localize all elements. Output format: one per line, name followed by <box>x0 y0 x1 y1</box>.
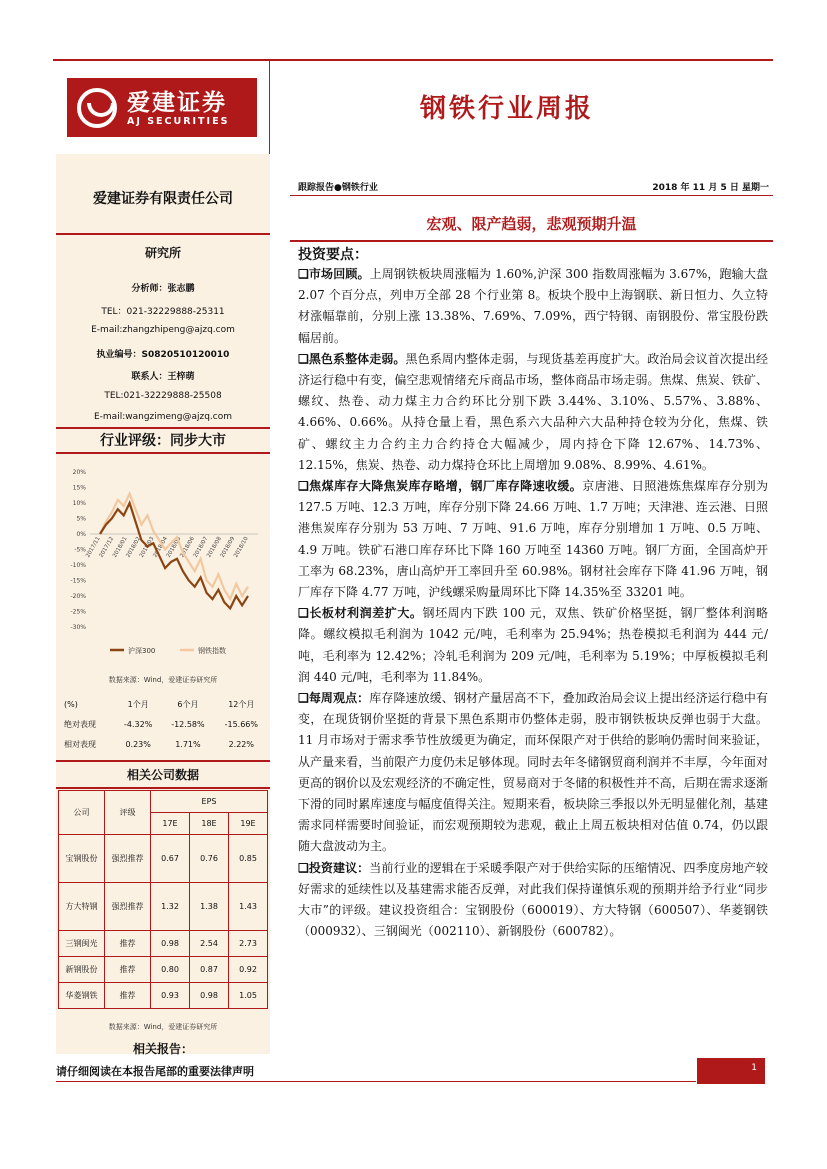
report-date: 2018 年 11 月 5 日 星期一 <box>652 183 769 193</box>
table-cell: 2.22% <box>228 739 254 749</box>
table-cell: 0.98 <box>151 931 190 957</box>
table-header: 6个月 <box>177 699 199 709</box>
sidebar-rule <box>56 760 270 762</box>
table-row <box>59 957 268 983</box>
table-header: EPS <box>151 791 268 813</box>
industry-rating: 行业评级：同步大市 <box>100 433 226 449</box>
table-cell: 三钢闽光 <box>59 931 105 957</box>
legend-label: 沪深300 <box>128 647 156 655</box>
table-cell: 华菱钢铁 <box>59 983 105 1009</box>
y-tick-label: -5% <box>74 546 86 554</box>
table-row <box>59 983 268 1009</box>
table-header: 19E <box>229 813 268 835</box>
report-series-title: 钢铁行业周报 <box>420 94 595 124</box>
performance-table <box>58 694 268 754</box>
table-cell: 0.76 <box>190 835 229 883</box>
related-data-title: 相关公司数据 <box>126 768 199 782</box>
x-tick-label: 2018/08 <box>206 536 223 559</box>
paragraph: ❑焦煤库存大降焦炭库存略增，钢厂库存降速收缓。京唐港、日照港炼焦煤库存分别为 127.5 万吨、12.3 万吨，库存分别下降 24.66 万吨、1.7 万吨；天津港、连云港、日照港焦炭库存分别为 53 万吨、7 万吨、91.6 万吨，库存分别增加 1 万吨、0.5 万吨、4.9 万吨。铁矿石港口库存环比下降 160 万吨至 14360 万吨。钢厂方面，全国高炉开工率为 68.23%，唐山高炉开工率回升至 60.98%。钢材社会库存下降 41.96 万吨，钢厂库存下降 4.77 万吨，沪线螺采购量周环比下降 14.35%至 33201 吨。 <box>298 479 768 600</box>
y-tick-label: 15% <box>72 484 86 492</box>
table-cell: 1.71% <box>175 739 201 749</box>
table-cell: 0.93 <box>151 983 190 1009</box>
x-tick-label: 2018/03 <box>138 536 156 559</box>
body-text <box>298 264 768 943</box>
paragraph: ❑每周观点：库存降速放缓、钢材产量居高不下，叠加政治局会议上提出经济运行稳中有变，在现货钢价坚挺的背景下黑色系期市仍整体走弱，股市钢铁板块反弹也弱于大盘。11 月市场对于需求季节性放缓更为确定，而环保限产对于供给的影响仍需时间来验证，从产量来看，当前限产力度仍未足够体现。同时去年冬储钢贸商利润并不丰厚，今年面对更高的钢价以及宏观经济的不确定性，贸易商对于冬储的积极性并不高，后期在需求逐渐下滑的同时累库速度与幅度值得关注。短期来看，板块除三季报以外无明显催化剂，基建需求同样需要时间验证，而宏观预期较为悲观，截止上周五板块相对估值 0.74，仍以跟随大盘波动为主。 <box>298 691 768 854</box>
table-cell: 新钢股份 <box>59 957 105 983</box>
table-header: 评级 <box>105 791 151 835</box>
table-cell: 0.23% <box>125 739 151 749</box>
company-name: 爱建证券有限责任公司 <box>93 191 233 207</box>
legend-label: 钢铁指数 <box>198 647 226 655</box>
table-cell: -15.66% <box>224 719 258 729</box>
paragraph: ❑投资建议：当前行业的逻辑在于采暖季限产对于供给实际的压缩情况、四季度房地产较好需求的延续性以及基建需求能否反弹，对此我们保持谨慎乐观的预期并给予行业“同步大市”的评级。建议投资组合：宝钢股份（600019）、方大特钢（600507）、华菱钢铁（000932）、三钢闽光（002110）、新钢股份（600782）。 <box>298 860 768 939</box>
table-cell: 2.73 <box>229 931 268 957</box>
paragraph: ❑长板材利润差扩大。钢坯周内下跌 100 元，双焦、铁矿价格坚挺，钢厂整体利润略降。螺纹模拟毛利润为 1042 元/吨，毛利率为 25.94%；热卷模拟毛利润为 444 元/吨，毛利率为 12.42%；冷轧毛利润为 209 元/吨，毛利率为 5.19%；中厚板模拟毛利润 440 元/吨，毛利率为 11.84%。 <box>298 606 768 684</box>
report-title: 宏观、限产趋弱，悲观预期升温 <box>426 215 637 233</box>
table-cell: 1.38 <box>190 883 229 931</box>
license-number: 执业编号：S0820510120010 <box>96 350 230 360</box>
logo-mark-icon <box>77 88 117 128</box>
analyst-email[interactable]: E-mail:zhangzhipeng@ajzq.com <box>91 325 235 335</box>
table-row <box>59 835 268 883</box>
table-cell: 相对表现 <box>64 739 96 749</box>
report-type: 跟踪报告●钢铁行业 <box>298 183 378 193</box>
table-cell: 强烈推荐 <box>105 883 151 931</box>
table-cell: 1.05 <box>229 983 268 1009</box>
table-cell: 0.67 <box>151 835 190 883</box>
table-row <box>59 791 268 813</box>
table-cell: 绝对表现 <box>64 719 96 729</box>
table-cell: 2.54 <box>190 931 229 957</box>
paragraph: ❑黑色系整体走弱。黑色系周内整体走弱，与现货基差再度扩大。政治局会议首次提出经济运行稳中有变，偏空悲观情绪充斥商品市场，整体商品市场走弱。焦煤、焦炭、铁矿、螺纹、热卷、动力煤主力合约环比分别下跌 3.44%、3.10%、5.57%、3.88%、4.66%、0.66%。从持仓量上看，黑色系六大品种六大品种持仓较为分化，焦煤、铁矿、螺纹主力合约主力合约持仓大幅减少，周内持仓下降 12.67%、14.73%、12.15%，焦炭、热卷、动力煤持仓环比上周增加 9.08%、8.99%、4.61%。 <box>298 351 768 472</box>
table-cell: 推荐 <box>105 931 151 957</box>
table-row <box>58 694 268 714</box>
y-tick-label: -25% <box>70 608 86 616</box>
x-tick-label: 2018/01 <box>112 536 129 559</box>
table-cell: 1.43 <box>229 883 268 931</box>
table-header: (%) <box>64 699 78 709</box>
table-cell: 强烈推荐 <box>105 835 151 883</box>
x-tick-label: 2018/09 <box>219 536 237 559</box>
table-cell: 0.80 <box>151 957 190 983</box>
table-header: 公司 <box>59 791 105 835</box>
table-row <box>59 883 268 931</box>
y-tick-label: -10% <box>70 562 86 569</box>
section-heading: 投资要点： <box>298 247 368 263</box>
table-cell: 0.85 <box>229 835 268 883</box>
y-tick-label: -20% <box>70 593 86 600</box>
logo <box>67 78 257 137</box>
institute-title: 研究所 <box>144 246 181 260</box>
legal-notice: 请仔细阅读在本报告尾部的重要法律声明 <box>56 1065 254 1078</box>
legend <box>110 646 226 655</box>
table-cell: 0.92 <box>229 957 268 983</box>
table-row <box>58 714 268 734</box>
x-tick-label: 2018/05 <box>165 536 183 559</box>
y-tick-label: 5% <box>76 515 86 523</box>
performance-chart <box>60 462 266 662</box>
table-header: 12个月 <box>228 699 255 709</box>
table-header: 17E <box>151 813 190 835</box>
x-tick-label: 2018/04 <box>152 536 170 559</box>
paragraph: ❑市场回顾。上周钢铁板块周涨幅为 1.60%,沪深 300 指数周涨幅为 3.67%，跑输大盘 2.07 个百分点，列申万全部 28 个行业第 8。板块个股中上海钢联、新日恒力、久立特材涨幅靠前，分别上涨 13.38%、7.69%、7.09%，西宁特钢、南钢股份、常宝股份跌幅居前。 <box>298 267 768 345</box>
eps-source: 数据来源：Wind，爱建证券研究所 <box>108 1023 218 1031</box>
related-reports-title: 相关报告： <box>132 1042 193 1056</box>
chart-source: 数据来源：Wind，爱建证券研究所 <box>108 676 218 684</box>
eps-table <box>58 790 268 1009</box>
table-row <box>58 734 268 754</box>
main-rule <box>290 195 773 196</box>
company-block <box>0 188 270 208</box>
y-tick-label: 10% <box>72 500 86 507</box>
sidebar-rule <box>56 233 270 235</box>
y-tick-label: -30% <box>70 624 86 631</box>
table-cell: 宝钢股份 <box>59 835 105 883</box>
analyst-tel: TEL：021-32229888-25311 <box>101 307 225 317</box>
page-number: 1 <box>751 1063 757 1073</box>
x-tick-label: 2018/07 <box>192 536 210 559</box>
x-tick-label: 2018/10 <box>233 536 250 559</box>
footer-rule <box>56 1081 696 1082</box>
table-cell: 推荐 <box>105 957 151 983</box>
table-cell: -12.58% <box>171 719 205 729</box>
table-cell: -4.32% <box>124 719 153 729</box>
sidebar-rule <box>56 787 270 789</box>
table-header: 18E <box>190 813 229 835</box>
main-rule <box>290 240 773 242</box>
table-cell: 0.98 <box>190 983 229 1009</box>
table-row <box>59 931 268 957</box>
analyst-name: 分析师：张志鹏 <box>131 284 195 294</box>
x-tick-label: 2017/11 <box>85 536 102 559</box>
table-cell: 1.32 <box>151 883 190 931</box>
y-tick-label: 20% <box>72 469 86 476</box>
table-cell: 方大特钢 <box>59 883 105 931</box>
sidebar-rule <box>56 427 270 429</box>
x-tick-label: 2018/06 <box>179 536 196 559</box>
logo-block <box>53 61 270 154</box>
contact-email[interactable]: E-mail:wangzimeng@ajzq.com <box>93 412 233 422</box>
x-tick-label: 2017/12 <box>98 536 116 559</box>
contact-tel: TEL:021-32229888-25508 <box>104 391 222 401</box>
logo-en-text: AJ SECURITIES <box>127 116 230 127</box>
y-tick-label: 0% <box>76 531 86 538</box>
y-tick-label: -15% <box>70 577 86 585</box>
logo-cn-text: 爱建证券 <box>127 89 227 116</box>
contact-name: 联系人：王梓萌 <box>131 372 195 382</box>
table-cell: 0.87 <box>190 957 229 983</box>
table-cell: 推荐 <box>105 983 151 1009</box>
sidebar-rule <box>56 452 270 454</box>
table-header: 1个月 <box>127 699 149 709</box>
x-tick-label: 2018/02 <box>125 536 143 559</box>
